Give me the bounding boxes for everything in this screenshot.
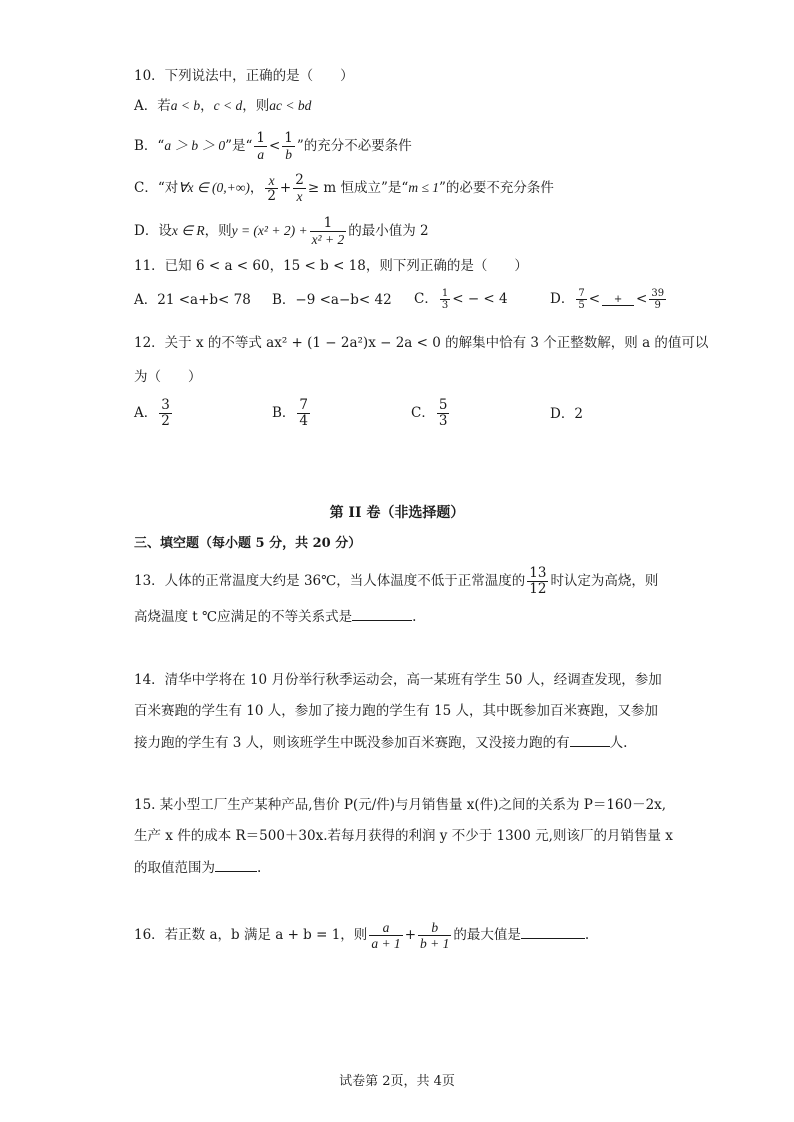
q14-answer-blank[interactable] bbox=[570, 732, 610, 747]
q10-option-c: C．“对∀x ∈ (0,+∞)， $\frac{x}{2}$ + $\frac{2}{x}$ ≥ m 恒成立”是“m ≤ 1”的必要不充分条件 bbox=[134, 172, 554, 204]
q10-option-b: B．“a ＞ b ＞ 0”是“ $\frac{1}{a}$ < $\frac{1}{b}$ ”的充分不必要条件 bbox=[134, 130, 412, 162]
q11-option-b: B．−9 <a−b< 42 bbox=[272, 292, 392, 308]
q15-line3: 的取值范围为 . bbox=[134, 857, 261, 878]
q10-option-a: A．若a < b，c < d，则ac < bd bbox=[134, 98, 312, 114]
q12-option-a: A． $\frac{3}{2}$ bbox=[134, 397, 170, 429]
q12-stem-line1: 12．关于 x 的不等式 ax² + (1 − 2a²)x − 2a < 0 的解集中恰有 3 个正整数解，则 a 的值可以 bbox=[134, 335, 709, 351]
section-title: 第 II 卷（非选择题） bbox=[329, 505, 465, 521]
q12-option-b: B． $\frac{7}{4}$ bbox=[272, 397, 309, 429]
q11-stem: 11．已知 6 < a < 60，15 < b < 18，则下列正确的是（ ） bbox=[134, 258, 528, 274]
q15-answer-blank[interactable] bbox=[215, 857, 257, 872]
q11-option-d: D． $\frac{7}{5}$ < + < $\frac{39}{9}$ bbox=[550, 288, 665, 311]
q16-line: 16．若正数 a，b 满足 a + b = 1，则 $\frac{a}{a + 1}$ + $\frac{b}{b + 1}$ 的最大值是 . bbox=[134, 920, 590, 951]
q15-line1: 15. 某小型工厂生产某种产品,售价 P(元/件)与月销售量 x(件)之间的关系为 P＝160－2x, bbox=[134, 797, 667, 813]
q12-option-c: C． $\frac{5}{3}$ bbox=[411, 397, 448, 429]
q16-answer-blank[interactable] bbox=[521, 924, 585, 939]
q10-stem: 10．下列说法中，正确的是（ ） bbox=[134, 68, 354, 84]
q13-line2: 高烧温度 t ℃应满足的不等关系式是 . bbox=[134, 606, 416, 627]
q11-option-a: A．21 <a+b< 78 bbox=[134, 292, 251, 308]
q14-line2: 百米赛跑的学生有 10 人，参加了接力跑的学生有 15 人，其中既参加百米赛跑，又参加 bbox=[134, 703, 659, 719]
q14-line3: 接力跑的学生有 3 人，则该班学生中既没参加百米赛跑，又没接力跑的有 人. bbox=[134, 732, 627, 753]
q13-answer-blank[interactable] bbox=[352, 606, 412, 621]
page-footer: 试卷第 2页，共 4页 bbox=[339, 1074, 455, 1089]
section-part-heading: 三、填空题（每小题 5 分，共 20 分） bbox=[134, 536, 362, 551]
q13-line1: 13．人体的正常温度大约是 36℃，当人体温度不低于正常温度的 $\frac{13}{12}$ 时认定为高烧，则 bbox=[134, 565, 659, 597]
q10-option-d: D．设x ∈ R，则y = (x² + 2) + $\frac{1}{\text{x² + 2}}$ 的最小值为 2 bbox=[134, 215, 429, 247]
q12-option-d: D．2 bbox=[550, 406, 583, 422]
q12-stem-line2: 为（ ） bbox=[134, 369, 202, 385]
q15-line2: 生产 x 件的成本 R＝500＋30x.若每月获得的利润 y 不少于 1300 元,则该厂的月销售量 x bbox=[134, 828, 673, 844]
q11-option-c: C． $\frac{1}{3}$ < − < 4 bbox=[414, 288, 508, 311]
q14-line1: 14．清华中学将在 10 月份举行秋季运动会，高一某班有学生 50 人，经调查发现，参加 bbox=[134, 672, 662, 688]
